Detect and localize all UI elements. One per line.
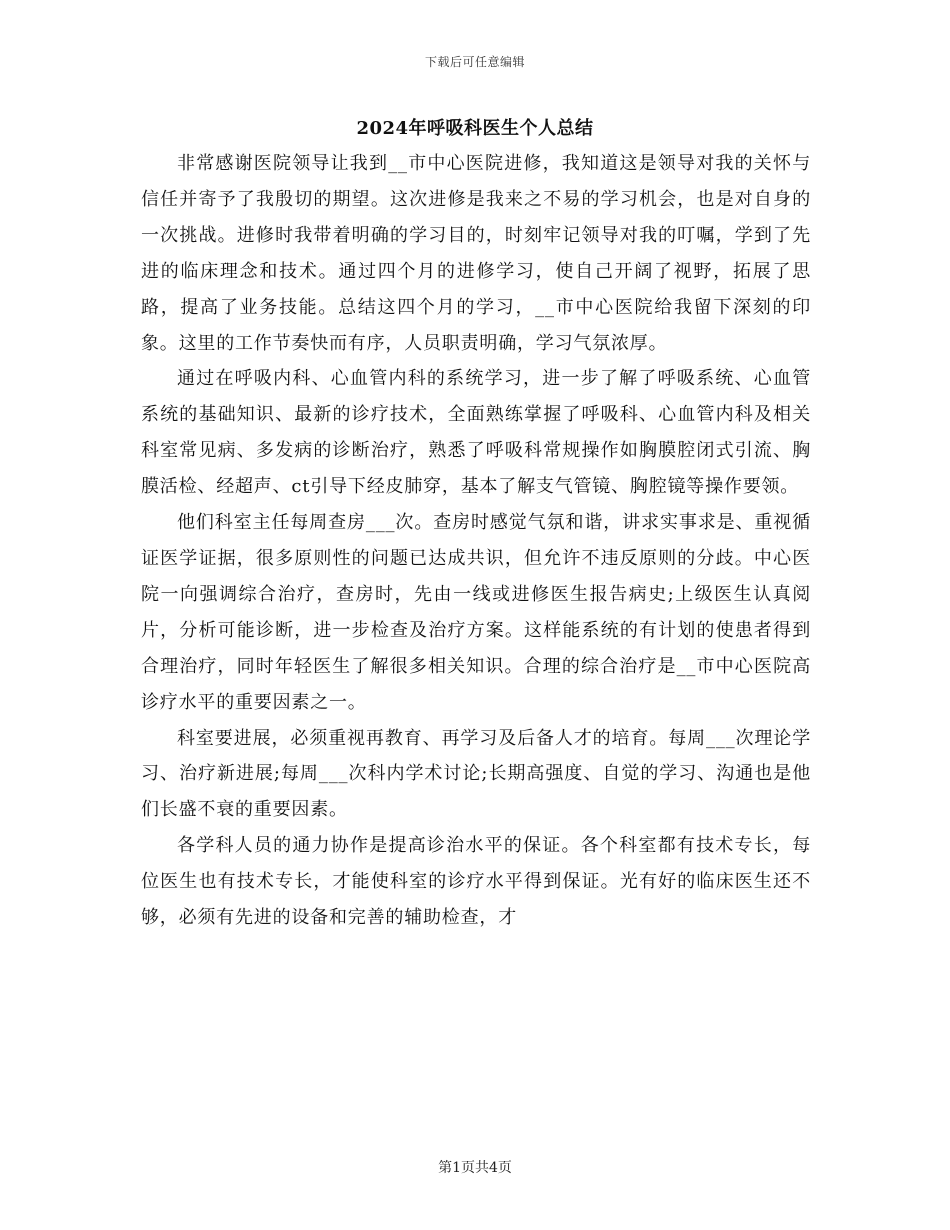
paragraph: 非常感谢医院领导让我到__市中心医院进修，我知道这是领导对我的关怀与信任并寄予了我殷切的期望。这次进修是我来之不易的学习机会，也是对自身的一次挑战。进修时我带着明确的学习目的，时刻牢记领导对我的叮嘱，学到了先进的临床理念和技术。通过四个月的进修学习，使自己开阔了视野，拓展了思路，提高了业务技能。总结这四个月的学习，__市中心医院给我留下深刻的印象。这里的工作节奏快而有序，人员职责明确，学习气氛浓厚。	[141, 153, 811, 354]
document-body	[141, 146, 811, 936]
page-number: 第1页共4页	[438, 1160, 512, 1176]
paragraph: 通过在呼吸内科、心血管内科的系统学习，进一步了解了呼吸系统、心血管系统的基础知识、最新的诊疗技术，全面熟练掌握了呼吸科、心血管内科及相关科室常见病、多发病的诊断治疗，熟悉了呼吸科常规操作如胸膜腔闭式引流、胸膜活检、经超声、ct引导下经皮肺穿，基本了解支气管镜、胸腔镜等操作要领。	[141, 368, 811, 498]
document-title: 2024年呼吸科医生个人总结	[356, 118, 594, 139]
header-note: 下载后可任意编辑	[424, 55, 525, 69]
paragraph: 他们科室主任每周查房___次。查房时感觉气氛和谐，讲求实事求是、重视循证医学证据，很多原则性的问题已达成共识，但允许不违反原则的分歧。中心医院一向强调综合治疗，查房时，先由一线或进修医生报告病史;上级医生认真阅片，分析可能诊断，进一步检查及治疗方案。这样能系统的有计划的使患者得到合理治疗，同时年轻医生了解很多相关知识。合理的综合治疗是__市中心医院高诊疗水平的重要因素之一。	[141, 512, 811, 713]
paragraph: 各学科人员的通力协作是提高诊治水平的保证。各个科室都有技术专长，每位医生也有技术专长，才能使科室的诊疗水平得到保证。光有好的临床医生还不够，必须有先进的设备和完善的辅助检查，才	[141, 835, 811, 929]
paragraph: 科室要进展，必须重视再教育、再学习及后备人才的培育。每周___次理论学习、治疗新进展;每周___次科内学术讨论;长期高强度、自觉的学习、沟通也是他们长盛不衰的重要因素。	[141, 727, 811, 821]
